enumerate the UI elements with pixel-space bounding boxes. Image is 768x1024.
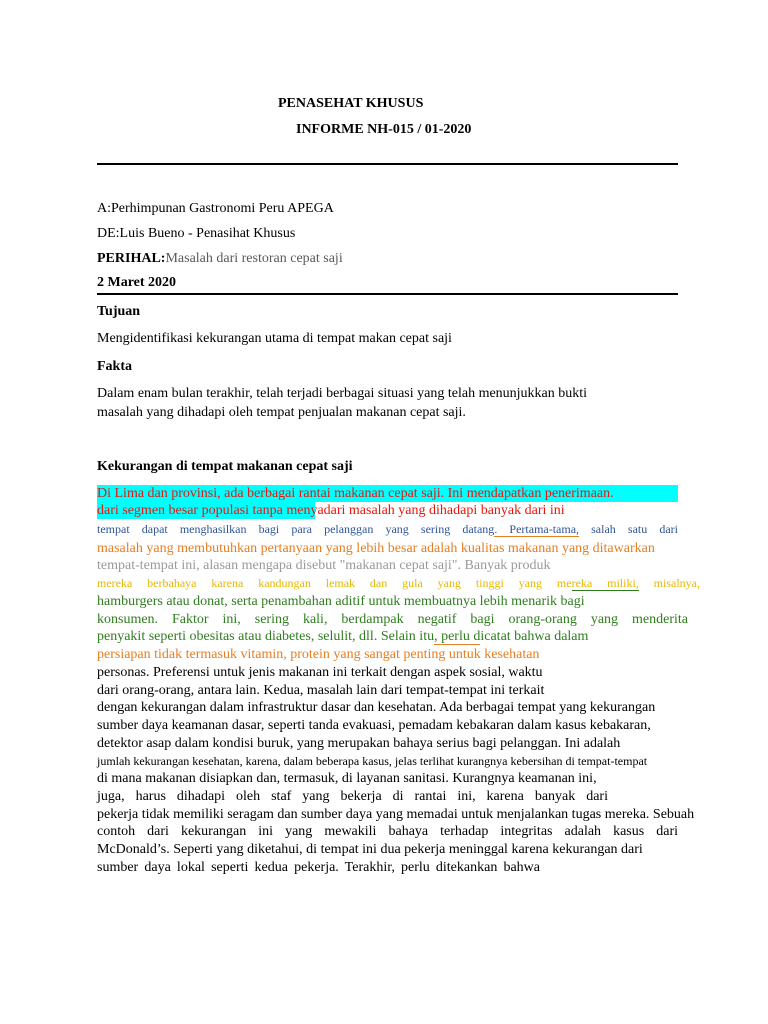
header-divider bbox=[97, 163, 678, 165]
body-line-5: tempat-tempat ini, alasan mengapa disebut "makanan cepat saji". Banyak produk bbox=[97, 558, 551, 573]
body-line-3 bbox=[97, 522, 678, 537]
body-line-2b: nyadari masalah yang dihadapi banyak dari ini bbox=[303, 503, 565, 518]
body-line-4: masalah yang membutuhkan pertanyaan yang lebih besar adalah kualitas makanan yang ditawarkan bbox=[97, 541, 655, 556]
fakta-line-2: masalah yang dihadapi oleh tempat penjualan makanan cepat saji. bbox=[97, 405, 466, 420]
memo-to: A:Perhimpunan Gastronomi Peru APEGA bbox=[97, 201, 334, 216]
body-line-9a: penyakit seperti obesitas atau diabetes, selulit, dll. Selain itu bbox=[97, 629, 435, 644]
tujuan-heading: Tujuan bbox=[97, 304, 141, 319]
memo-divider bbox=[97, 293, 678, 295]
body-line-21: McDonald’s. Seperti yang diketahui, di tempat ini dua pekerja meninggal karena kekurangan dari bbox=[97, 842, 643, 857]
body-line-22: sumber daya lokal seperti kedua pekerja. Terakhir, perlu ditekankan bahwa bbox=[97, 860, 540, 875]
document-title: PENASEHAT KHUSUS bbox=[278, 96, 424, 111]
body-line-9b: , perlu d bbox=[434, 629, 481, 644]
subject-value: Masalah dari restoran cepat saji bbox=[165, 251, 343, 266]
memo-from: DE:Luis Bueno - Penasihat Khusus bbox=[97, 226, 296, 241]
body-line-1: Di Lima dan provinsi, ada berbagai rantai makanan cepat saji. Ini mendapatkan penerimaan. bbox=[97, 486, 614, 501]
body-line-8: konsumen. Faktor ini, sering kali, berdampak negatif bagi orang-orang yang menderita bbox=[97, 612, 688, 627]
body-line-3a: tempat dapat menghasilkan bagi para pelanggan yang sering datang bbox=[97, 522, 495, 536]
body-line-13: dengan kekurangan dalam infrastruktur dasar dan kesehatan. Ada berbagai tempat yang kekurangan bbox=[97, 700, 656, 715]
body-line-19: pekerja tidak memiliki seragam dan sumber daya yang memadai untuk menjalankan tugas mereka. Sebuah bbox=[97, 807, 695, 822]
body-line-14: sumber daya keamanan dasar, seperti tanda evakuasi, pemadam kebakaran dalam kasus kebakaran, bbox=[97, 718, 651, 733]
body-line-3b: . Pertama-tama, bbox=[494, 522, 580, 536]
body-line-6a: mereka berbahaya karena kandungan lemak dan gula yang tinggi yang me bbox=[97, 576, 572, 590]
kekurangan-heading: Kekurangan di tempat makanan cepat saji bbox=[97, 459, 353, 474]
body-line-16: jumlah kekurangan kesehatan, karena, dalam beberapa kasus, jelas terlihat kurangnya kebersihan di tempat-tempat bbox=[97, 754, 648, 768]
subject-label: PERIHAL: bbox=[97, 251, 166, 266]
body-line-11: personas. Preferensi untuk jenis makanan ini terkait dengan aspek sosial, waktu bbox=[97, 665, 543, 680]
body-line-18: juga, harus dihadapi oleh staf yang bekerja di rantai ini, karena banyak dari bbox=[97, 789, 608, 804]
fakta-heading: Fakta bbox=[97, 359, 132, 374]
fakta-line-1: Dalam enam bulan terakhir, telah terjadi berbagai situasi yang telah menunjukkan bukti bbox=[97, 386, 588, 401]
body-line-17: di mana makanan disiapkan dan, termasuk, di layanan sanitasi. Kurangnya keamanan ini, bbox=[97, 771, 597, 786]
body-line-3c: salah satu dari bbox=[579, 522, 678, 536]
body-line-12: dari orang-orang, antara lain. Kedua, masalah lain dari tempat-tempat ini terkait bbox=[97, 683, 545, 698]
memo-date: 2 Maret 2020 bbox=[97, 275, 177, 290]
body-line-10: persiapan tidak termasuk vitamin, protein yang sangat penting untuk kesehatan bbox=[97, 647, 540, 662]
body-line-20: contoh dari kekurangan ini yang mewakili bahaya terhadap integritas adalah kasus dari bbox=[97, 824, 678, 839]
body-line-2 bbox=[97, 503, 565, 519]
body-line-6b: reka miliki, bbox=[571, 576, 639, 590]
memo-subject bbox=[97, 251, 343, 267]
body-line-15: detektor asap dalam kondisi buruk, yang merupakan bahaya serius bagi pelanggan. Ini adalah bbox=[97, 736, 621, 751]
report-number: INFORME NH-015 / 01-2020 bbox=[296, 122, 472, 137]
body-line-6c: misalnya, bbox=[638, 576, 701, 590]
body-line-2a: dari segmen besar populasi tanpa me bbox=[97, 503, 304, 518]
body-line-6 bbox=[97, 576, 700, 591]
body-line-7: hamburgers atau donat, serta penambahan aditif untuk membuatnya lebih menarik bagi bbox=[97, 594, 585, 609]
body-line-9c: icatat bahwa dalam bbox=[480, 629, 589, 644]
tujuan-text: Mengidentifikasi kekurangan utama di tempat makan cepat saji bbox=[97, 331, 452, 346]
body-line-9 bbox=[97, 629, 588, 645]
